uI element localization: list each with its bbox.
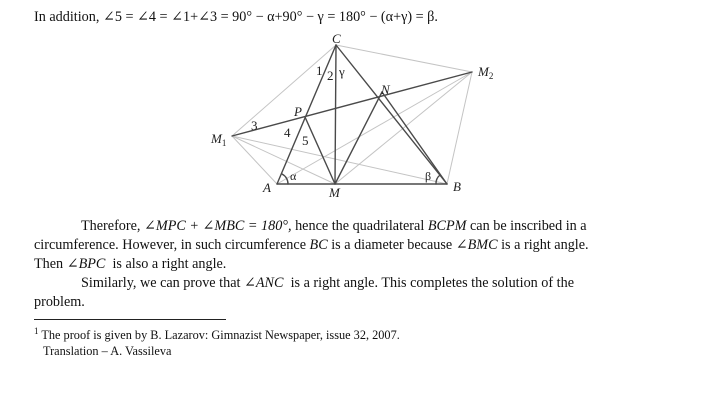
label-point-N: N xyxy=(381,82,390,97)
paragraph1-line2: circumference. However, in such circumference BC is a diameter because ∠BMC is a right angle. xyxy=(34,237,589,253)
label-angle-beta: β xyxy=(425,169,432,183)
footnote-divider xyxy=(34,319,226,320)
label-point-B: B xyxy=(453,179,461,194)
paragraph1-line1: Therefore, ∠MPC + ∠MBC = 180°, hence the quadrilateral BCPM can be inscribed in a xyxy=(81,218,587,234)
label-angle-4: 4 xyxy=(284,125,291,140)
label-point-C: C xyxy=(332,31,341,46)
label-angle-alpha: α xyxy=(290,169,297,183)
footnote-source: $^1$ The proof is given by B. Lazarov: Gimnazist Newspaper, issue 32, 2007. xyxy=(34,325,400,342)
paragraph1-line3: Then ∠BPC is also a right angle. xyxy=(34,256,227,272)
label-angle-5: 5 xyxy=(302,133,309,148)
label-angle-1: 1 xyxy=(316,63,323,78)
footnote-marker: 1 xyxy=(34,325,39,336)
footnote-translation: Translation – A. Vassileva xyxy=(43,344,172,358)
top-equation-line: In addition, ∠5 = ∠4 = ∠1+∠3 = 90° − α+90° − γ = 180° − (α+γ) = β. xyxy=(34,9,438,25)
label-angle-3: 3 xyxy=(251,118,258,133)
label-point-M1: $M_1$ xyxy=(211,131,227,148)
paragraph2-line2: problem. xyxy=(34,294,85,310)
label-point-A: A xyxy=(263,180,271,195)
paragraph2-line1: Similarly, we can prove that ∠ANC is a right angle. This completes the solution of the xyxy=(81,275,575,291)
label-point-M: M xyxy=(329,185,340,200)
label-angle-2: 2 xyxy=(327,68,334,83)
label-angle-gamma: γ xyxy=(339,64,345,79)
label-point-P: P xyxy=(294,104,302,119)
label-point-M2: $M_2$ xyxy=(478,64,494,81)
